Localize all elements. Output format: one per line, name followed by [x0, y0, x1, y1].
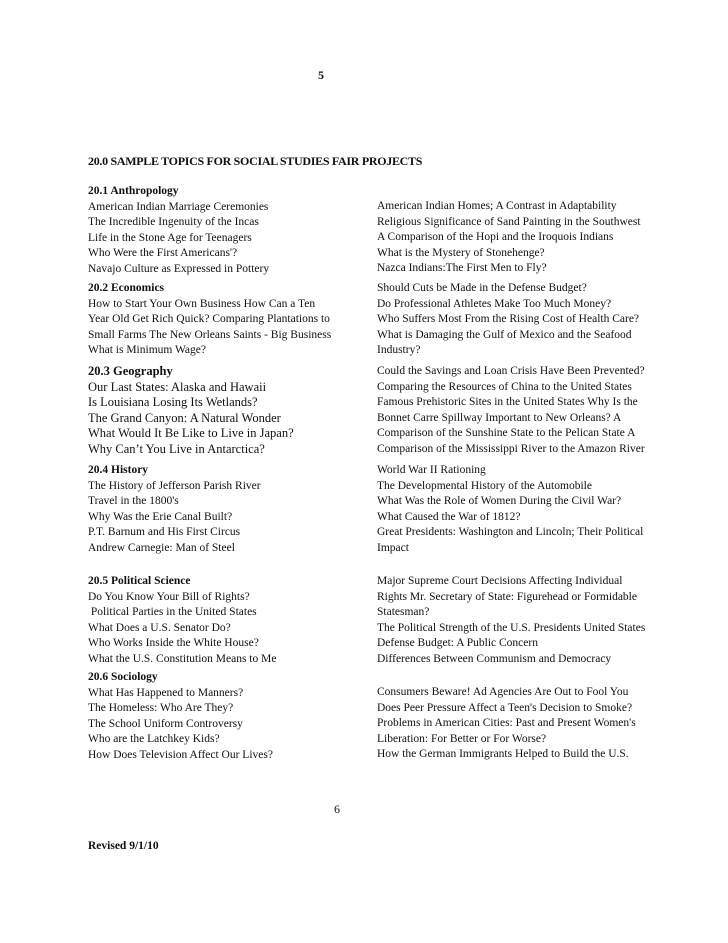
geography-right-column — [377, 364, 667, 457]
topic-item: Comparison of the Mississippi River to the Amazon River — [377, 442, 645, 455]
topic-item: American Indian Marriage Ceremonies — [88, 200, 269, 213]
topic-item: A Comparison of the Hopi and the Iroquois Indians — [377, 231, 614, 243]
topic-item: Great Presidents: Washington and Lincoln; Their Political — [377, 526, 644, 538]
topic-item: The History of Jefferson Parish River — [88, 479, 261, 492]
revision-footer: Revised 9/1/10 — [88, 840, 159, 852]
political-science-left-column — [88, 574, 353, 667]
topic-item: How Does Television Affect Our Lives? — [88, 748, 273, 761]
topic-item: Who are the Latchkey Kids? — [88, 733, 220, 745]
topic-item: How the German Immigrants Helped to Build the U.S. — [377, 748, 629, 760]
page-number-bottom: 6 — [334, 802, 340, 816]
topic-item: What Caused the War of 1812? — [377, 510, 521, 523]
sociology-left-column — [88, 670, 353, 763]
topic-item: Why Can’t You Live in Antarctica? — [88, 441, 265, 456]
topic-item: Small Farms The New Orleans Saints - Big Business — [88, 328, 332, 341]
topic-item: The Developmental History of the Automobile — [377, 479, 592, 492]
topic-item: World War II Rationing — [377, 464, 486, 476]
sociology-right-column — [377, 685, 667, 763]
geography-left-column — [88, 364, 353, 457]
topic-item: What Has Happened to Manners? — [88, 686, 244, 699]
topic-item: Does Peer Pressure Affect a Teen's Decision to Smoke? — [377, 701, 633, 714]
topic-item: Who Works Inside the White House? — [88, 637, 259, 649]
political-science-right-column — [377, 574, 667, 667]
topic-item: Travel in the 1800's — [88, 495, 179, 507]
page-title: 20.0 SAMPLE TOPICS FOR SOCIAL STUDIES FAIR PROJECTS — [88, 154, 423, 168]
page-number-top: 5 — [318, 68, 324, 82]
topic-item: Comparison of the Sunshine State to the Pelican State A — [377, 427, 636, 439]
topic-item: What is Damaging the Gulf of Mexico and the Seafood — [377, 328, 632, 341]
topic-item: Who Were the First Americans'? — [88, 247, 238, 259]
topic-item: Rights Mr. Secretary of State: Figurehead or Formidable — [377, 590, 637, 603]
section-heading-economics: 20.2 Economics — [88, 282, 165, 294]
topic-item: Is Louisiana Losing Its Wetlands? — [88, 395, 258, 409]
topic-item: Bonnet Carre Spillway Important to New Orleans? A — [377, 411, 622, 424]
topic-item: The School Uniform Controversy — [88, 717, 243, 730]
topic-item: Problems in American Cities: Past and Present Women's — [377, 717, 636, 729]
topic-item: Statesman? — [377, 606, 430, 618]
topic-item: Religious Significance of Sand Painting in the Southwest — [377, 215, 641, 228]
topic-item: Political Parties in the United States — [88, 606, 257, 618]
topic-item: Famous Prehistoric Sites in the United States Why Is the — [377, 396, 638, 408]
topic-item: Consumers Beware! Ad Agencies Are Out to Fool You — [377, 686, 629, 698]
history-left-column — [88, 463, 353, 556]
topic-item: P.T. Barnum and His First Circus — [88, 526, 241, 538]
topic-item: The Grand Canyon: A Natural Wonder — [88, 410, 281, 425]
topic-item: Industry? — [377, 344, 421, 356]
topic-item: Year Old Get Rich Quick? Comparing Plantations to — [88, 313, 330, 325]
economics-right-column — [377, 281, 667, 359]
topic-item: Differences Between Communism and Democracy — [377, 652, 612, 665]
section-heading-geography: 20.3 Geography — [88, 364, 173, 378]
topic-item: Could the Savings and Loan Crisis Have Been Prevented? — [377, 365, 645, 377]
topic-item: Life in the Stone Age for Teenagers — [88, 231, 252, 244]
topic-item: How to Start Your Own Business How Can a Ten — [88, 297, 316, 310]
topic-item: Liberation: For Better or For Worse? — [377, 732, 547, 745]
economics-left-column — [88, 281, 353, 359]
topic-item: The Incredible Ingenuity of the Incas — [88, 216, 259, 228]
topic-item: Should Cuts be Made in the Defense Budget? — [377, 282, 587, 294]
topic-item: American Indian Homes; A Contrast in Adaptability — [377, 200, 617, 212]
topic-item: Impact — [377, 541, 409, 554]
topic-item: Do Professional Athletes Make Too Much Money? — [377, 297, 612, 310]
anthropology-right-column — [377, 199, 667, 277]
topic-item: What is the Mystery of Stonehenge? — [377, 246, 545, 259]
topic-item: Defense Budget: A Public Concern — [377, 637, 538, 649]
section-heading-anthropology: 20.1 Anthropology — [88, 185, 179, 197]
topic-item: What Was the Role of Women During the Civil War? — [377, 495, 622, 507]
topic-item: Comparing the Resources of China to the United States — [377, 380, 632, 393]
topic-item: The Homeless: Who Are They? — [88, 702, 234, 714]
topic-item: Who Suffers Most From the Rising Cost of Health Care? — [377, 313, 640, 325]
anthropology-left-column — [88, 184, 353, 277]
topic-item: What Does a U.S. Senator Do? — [88, 621, 231, 634]
topic-item: What is Minimum Wage? — [88, 344, 206, 356]
section-heading-history: 20.4 History — [88, 464, 149, 476]
topic-item: Why Was the Erie Canal Built? — [88, 510, 233, 523]
section-heading-sociology: 20.6 Sociology — [88, 671, 158, 683]
topic-item: Do You Know Your Bill of Rights? — [88, 590, 250, 603]
history-right-column — [377, 463, 667, 556]
topic-item: Major Supreme Court Decisions Affecting Individual — [377, 575, 623, 587]
topic-item: The Political Strength of the U.S. Presidents United States — [377, 621, 646, 634]
topic-item: Andrew Carnegie: Man of Steel — [88, 541, 235, 554]
section-heading-political-science: 20.5 Political Science — [88, 575, 191, 587]
topic-item: What the U.S. Constitution Means to Me — [88, 652, 277, 665]
topic-item: Nazca Indians:The First Men to Fly? — [377, 262, 547, 274]
topic-item: Our Last States: Alaska and Hawaii — [88, 379, 267, 394]
topic-item: Navajo Culture as Expressed in Pottery — [88, 262, 270, 275]
topic-item: What Would It Be Like to Live in Japan? — [88, 426, 294, 440]
